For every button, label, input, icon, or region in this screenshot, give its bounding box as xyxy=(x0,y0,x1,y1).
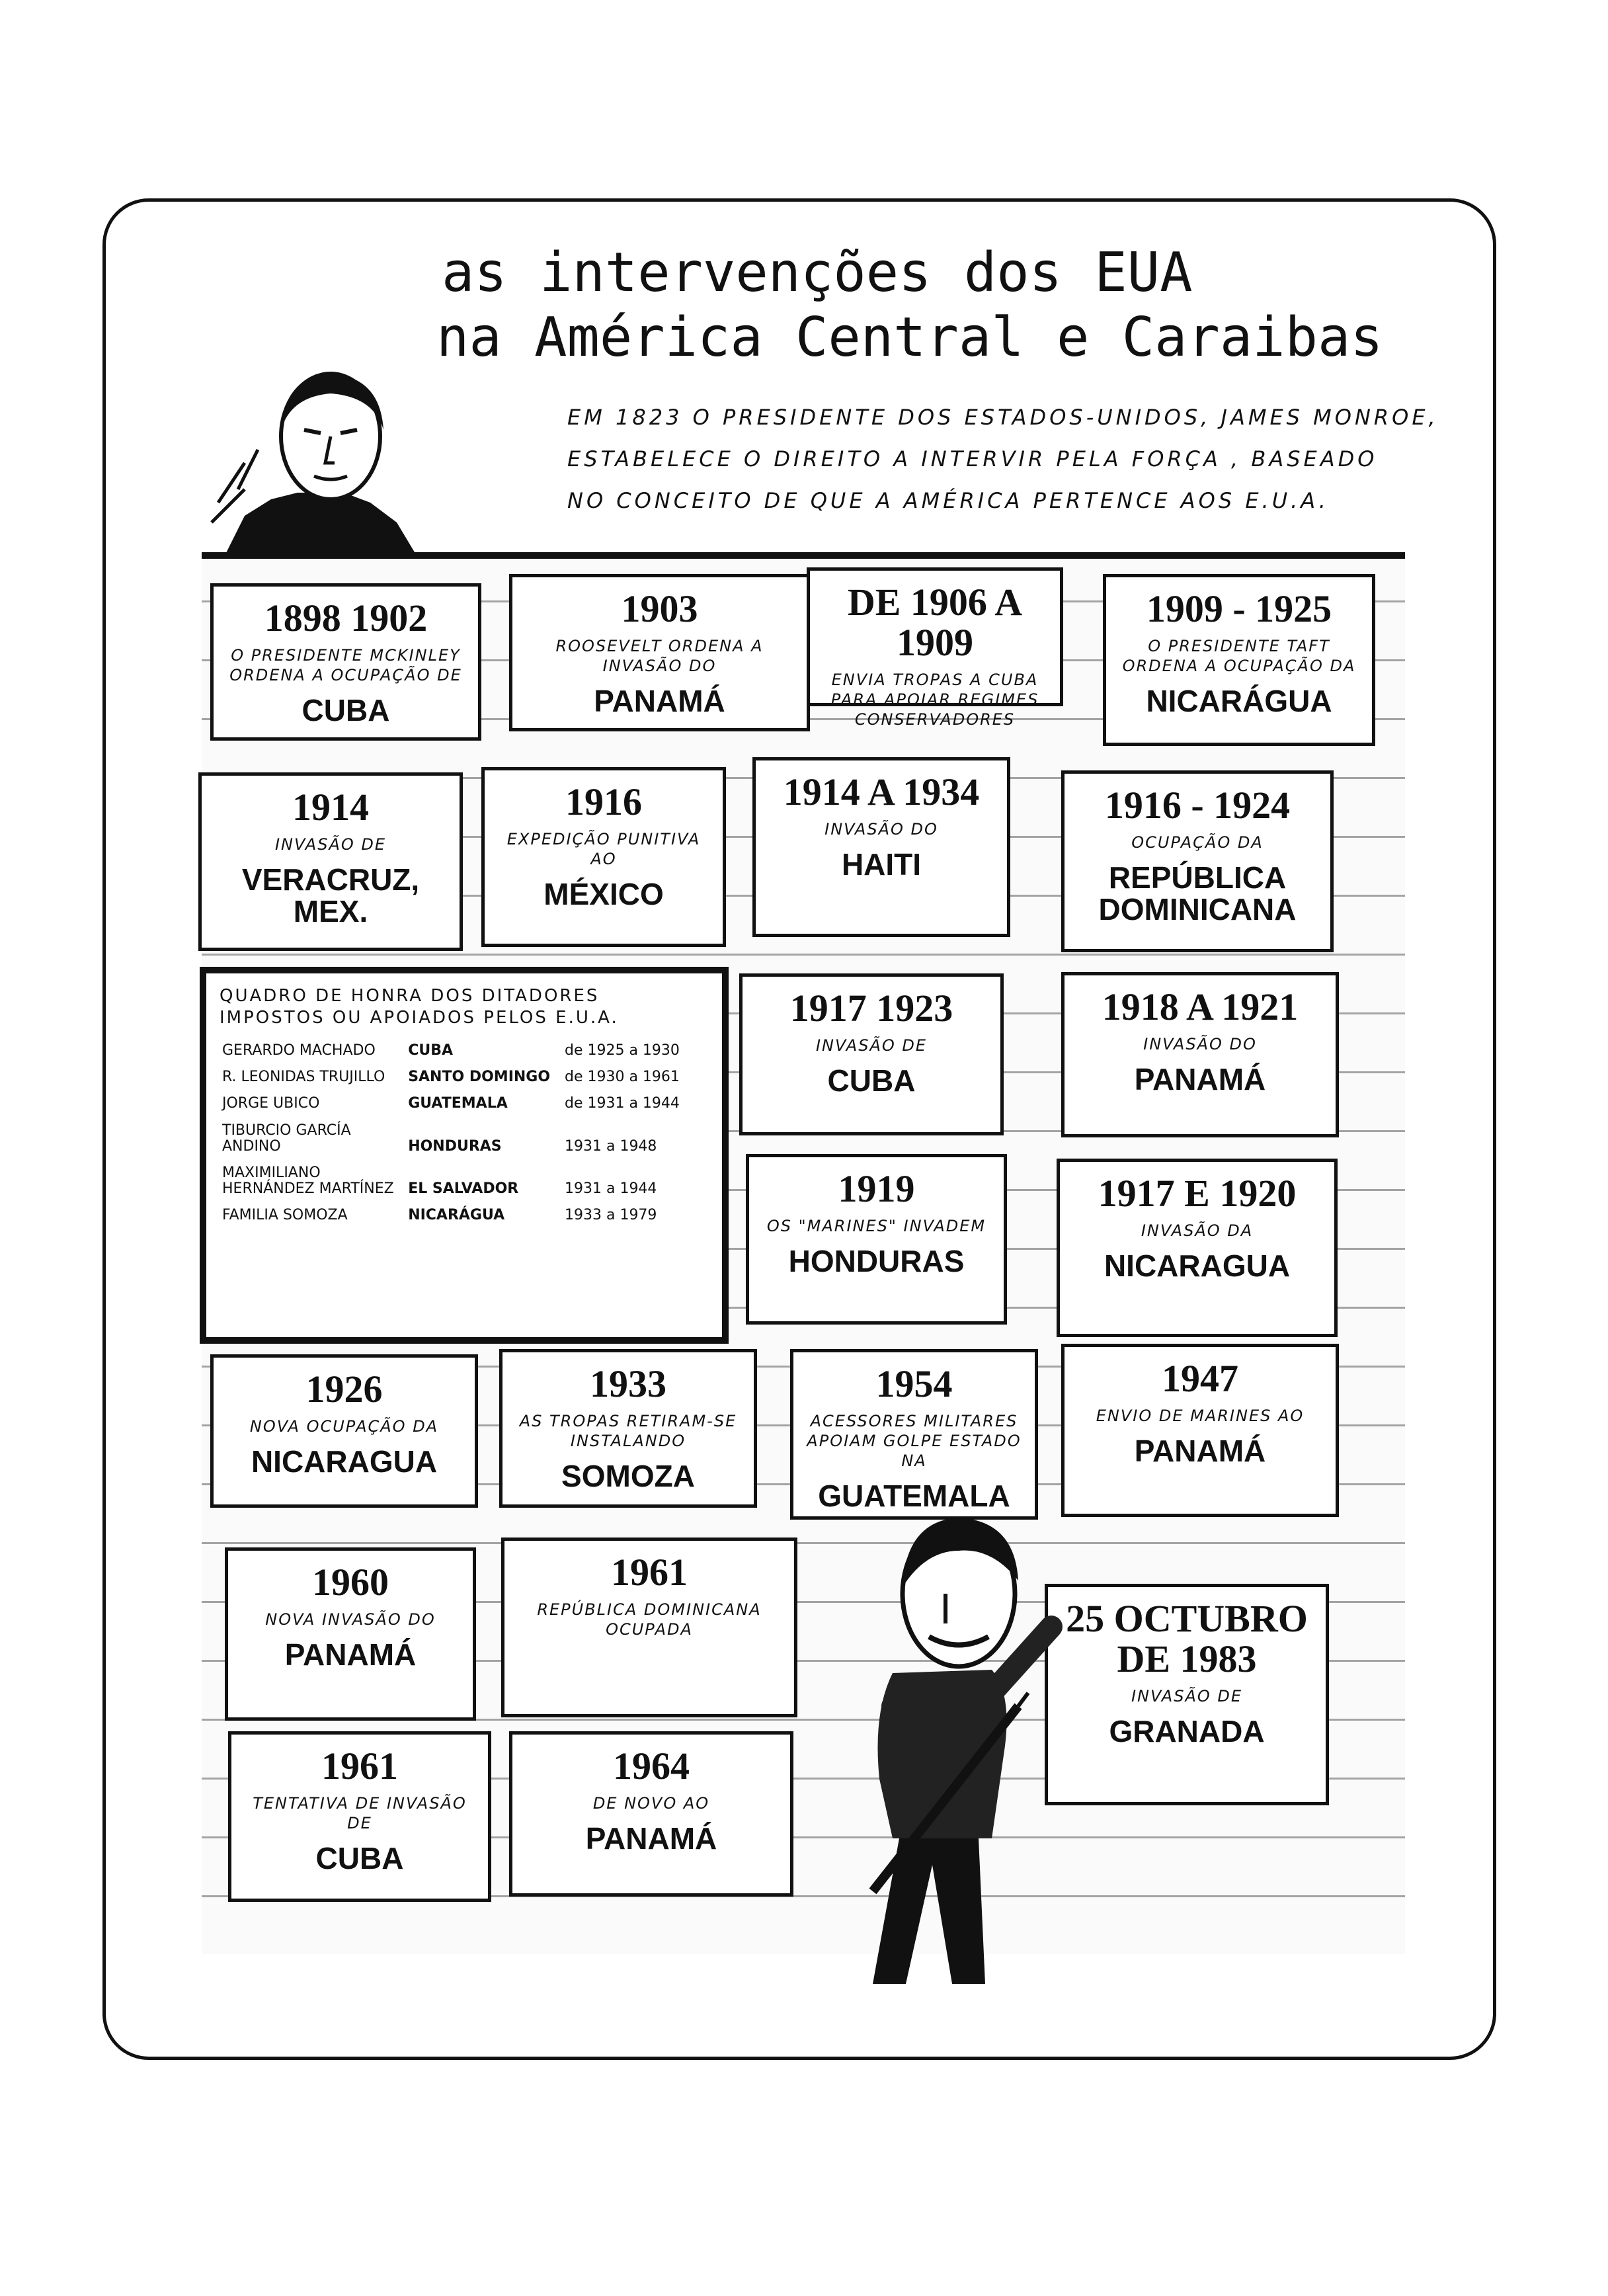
intervention-card xyxy=(481,767,726,947)
card-years: 1917 1923 xyxy=(789,987,953,1030)
intervention-card xyxy=(1057,1159,1338,1337)
dictator-period: 1931 a 1944 xyxy=(564,1180,657,1198)
card-years: 1954 xyxy=(875,1362,953,1405)
card-place: PANAMÁ xyxy=(1134,1061,1266,1096)
card-years: 1909 - 1925 xyxy=(1146,587,1332,630)
intervention-card xyxy=(509,574,810,731)
card-place: GRANADA xyxy=(1109,1713,1265,1748)
intervention-card xyxy=(1103,574,1375,746)
card-text: INVASÃO DO xyxy=(1143,1034,1257,1053)
dictator-country: HONDURAS xyxy=(408,1137,502,1155)
intro-line-3: NO CONCEITO DE QUE A AMÉRICA PERTENCE AOS E.U.A. xyxy=(567,488,1329,513)
intervention-card xyxy=(752,757,1010,937)
card-years: 1898 1902 xyxy=(264,596,428,639)
card-place: PANAMÁ xyxy=(594,683,725,718)
intervention-card xyxy=(499,1349,757,1508)
card-years: 1961 xyxy=(611,1551,688,1594)
dictator-period: de 1925 a 1930 xyxy=(564,1042,680,1059)
dictator-name: FAMILIA SOMOZA xyxy=(222,1207,348,1224)
dictator-country: NICARÁGUA xyxy=(408,1207,505,1224)
card-place: SOMOZA xyxy=(561,1458,695,1493)
intervention-card xyxy=(1045,1584,1329,1805)
card-text: OS "MARINES" INVADEM xyxy=(766,1216,986,1235)
card-years: 1947 xyxy=(1162,1357,1238,1400)
dictators-table xyxy=(220,1038,709,1229)
card-years: 1933 xyxy=(590,1362,666,1405)
dictator-period: de 1930 a 1961 xyxy=(564,1069,680,1086)
card-place: NICARAGUA xyxy=(1104,1248,1291,1283)
dictator-period: 1933 a 1979 xyxy=(564,1207,657,1224)
card-text: AS TROPAS RETIRAM-SE INSTALANDO xyxy=(519,1411,737,1450)
intervention-card xyxy=(509,1731,793,1897)
card-text: OCUPAÇÃO DA xyxy=(1131,833,1264,852)
dictator-name: TIBURCIO GARCÍA ANDINO xyxy=(222,1122,351,1155)
card-years: 1916 - 1924 xyxy=(1104,784,1291,827)
intervention-card xyxy=(210,1354,478,1508)
dictator-name: MAXIMILIANO HERNÁNDEZ MARTÍNEZ xyxy=(222,1164,394,1198)
intervention-card xyxy=(210,583,481,741)
card-years: 1960 xyxy=(312,1561,389,1604)
card-text: ENVIO DE MARINES AO xyxy=(1096,1406,1305,1425)
dictator-country: EL SALVADOR xyxy=(408,1180,519,1198)
card-place: NICARÁGUA xyxy=(1146,683,1332,718)
card-text: INVASÃO DO xyxy=(824,819,938,839)
monroe-portrait-illustration xyxy=(198,350,450,555)
card-place: CUBA xyxy=(827,1063,916,1098)
card-place: CUBA xyxy=(302,692,390,727)
card-years: 1961 xyxy=(321,1744,398,1787)
card-years: 1916 xyxy=(565,780,642,823)
card-text: TENTATIVA DE INVASÃO DE xyxy=(253,1793,467,1832)
card-years: 1926 xyxy=(305,1368,383,1411)
honor-roll-heading: QUADRO DE HONRA DOS DITADORES IMPOSTOS OU APOIADOS PELOS E.U.A. xyxy=(220,986,619,1028)
dictator-country: CUBA xyxy=(408,1042,453,1059)
intervention-card xyxy=(739,973,1004,1135)
dictator-name: GERARDO MACHADO xyxy=(222,1042,376,1059)
intervention-card xyxy=(807,567,1063,729)
dictator-country: GUATEMALA xyxy=(408,1095,508,1112)
card-text: ENVIA TROPAS A CUBA PARA APOIAR REGIMES CONSERVADORES xyxy=(830,670,1039,729)
card-place: PANAMÁ xyxy=(284,1637,417,1672)
card-text: INVASÃO DA xyxy=(1141,1221,1254,1240)
card-years: 1917 E 1920 xyxy=(1098,1172,1297,1215)
table-row xyxy=(220,1064,709,1090)
title-line-1: as intervenções dos EUA xyxy=(442,241,1193,304)
intervention-card xyxy=(228,1731,491,1902)
intervention-card xyxy=(746,1154,1007,1325)
intervention-card xyxy=(1061,770,1334,952)
title-line-2: na América Central e Caraibas xyxy=(436,306,1383,369)
card-place: CUBA xyxy=(315,1840,404,1875)
card-text: INVASÃO DE xyxy=(815,1036,928,1055)
dictators-honor-roll xyxy=(200,967,729,1344)
card-years: 1914 xyxy=(292,786,369,829)
intervention-card xyxy=(1061,972,1339,1137)
card-years: 1919 xyxy=(838,1167,915,1210)
intervention-card xyxy=(501,1538,797,1717)
dictator-period: 1931 a 1948 xyxy=(564,1137,657,1155)
card-years: DE 1906 A 1909 xyxy=(847,581,1023,664)
card-place: REPÚBLICA DOMINICANA xyxy=(1098,860,1297,927)
card-years: 1918 A 1921 xyxy=(1102,985,1299,1028)
dictator-period: de 1931 a 1944 xyxy=(564,1095,680,1112)
card-years: 25 OCTUBRO DE 1983 xyxy=(1066,1597,1308,1680)
card-text: ACESSORES MILITARES APOIAM GOLPE ESTADO NA xyxy=(807,1411,1022,1470)
card-place: PANAMÁ xyxy=(1134,1433,1266,1468)
card-text: ROOSEVELT ORDENA A INVASÃO DO xyxy=(555,636,764,675)
card-text: EXPEDIÇÃO PUNITIVA AO xyxy=(506,829,701,868)
intervention-card xyxy=(1061,1344,1339,1517)
intro-line-1: EM 1823 O PRESIDENTE DOS ESTADOS-UNIDOS, JAMES MONROE, xyxy=(567,405,1439,430)
intervention-card xyxy=(198,772,463,951)
table-row xyxy=(220,1202,709,1229)
card-years: 1964 xyxy=(613,1744,690,1787)
soldier-illustration xyxy=(793,1495,1071,1997)
card-place: GUATEMALA xyxy=(818,1478,1010,1513)
card-text: INVASÃO DE xyxy=(1131,1686,1243,1705)
table-row xyxy=(220,1160,709,1202)
table-row xyxy=(220,1090,709,1117)
card-place: VERACRUZ, MEX. xyxy=(241,862,420,929)
table-row xyxy=(220,1118,709,1160)
card-place: MÉXICO xyxy=(543,876,664,911)
card-text: O PRESIDENTE TAFT ORDENA A OCUPAÇÃO DA xyxy=(1122,636,1356,675)
card-text: NOVA INVASÃO DO xyxy=(265,1610,436,1629)
table-row xyxy=(220,1038,709,1064)
card-text: DE NOVO AO xyxy=(592,1793,710,1813)
card-place: PANAMÁ xyxy=(585,1821,717,1856)
card-text: REPÚBLICA DOMINICANA OCUPADA xyxy=(537,1600,762,1639)
card-place: NICARAGUA xyxy=(251,1444,438,1479)
card-text: INVASÃO DE xyxy=(274,835,387,854)
dictator-country: SANTO DOMINGO xyxy=(408,1069,551,1086)
intro-line-2: ESTABELECE O DIREITO A INTERVIR PELA FORÇA , BASEADO xyxy=(567,446,1378,472)
card-place: HONDURAS xyxy=(788,1243,965,1278)
intervention-card xyxy=(225,1547,476,1721)
card-text: O PRESIDENTE MCKINLEY ORDENA A OCUPAÇÃO DE xyxy=(229,645,462,684)
card-place: HAITI xyxy=(841,846,922,882)
card-text: NOVA OCUPAÇÃO DA xyxy=(249,1416,439,1436)
dictator-name: JORGE UBICO xyxy=(222,1095,320,1112)
dictator-name: R. LEONIDAS TRUJILLO xyxy=(222,1069,385,1086)
card-years: 1903 xyxy=(621,587,698,630)
card-years: 1914 A 1934 xyxy=(783,770,980,813)
